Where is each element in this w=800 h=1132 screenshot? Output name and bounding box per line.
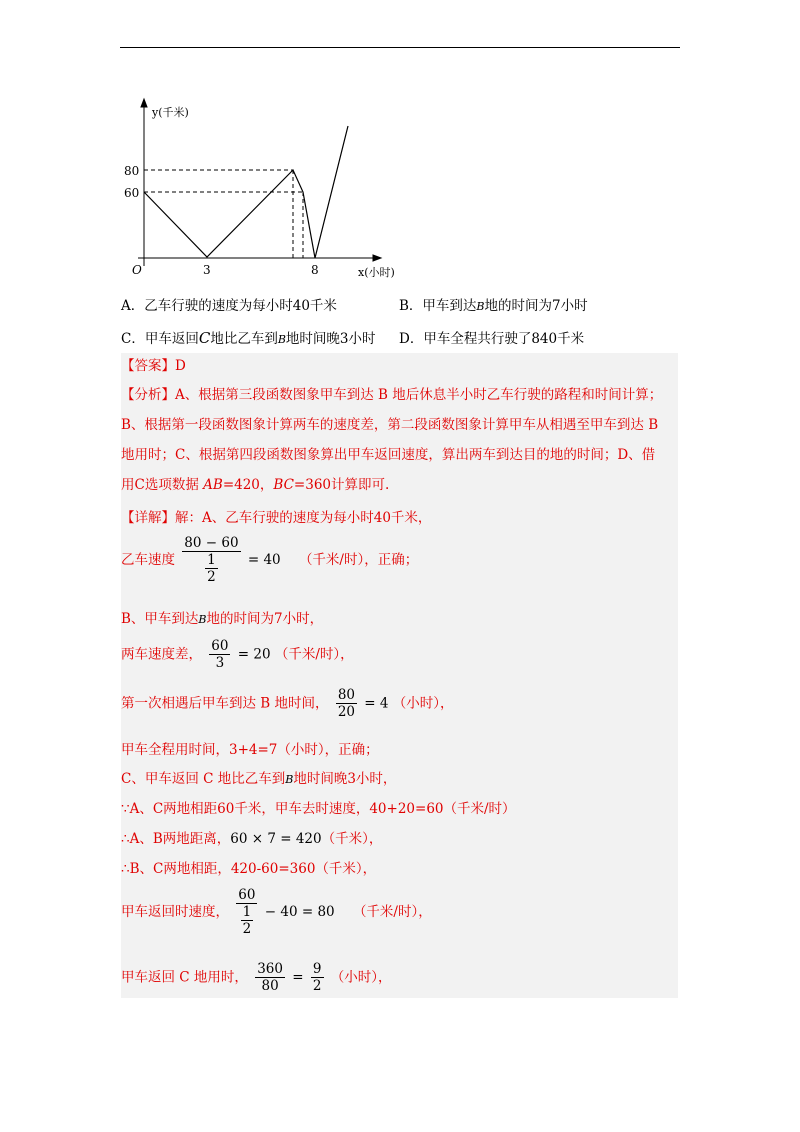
option-c: C．甲车返回C地比乙车到B地时间晚3小时 (121, 329, 376, 347)
fraction-speed: $\frac{80 - 60}{\frac{1}{2}}$ (184, 535, 239, 585)
answer-explanation (121, 353, 678, 998)
distance-time-graph (118, 96, 418, 282)
analysis-line-4: 用C选项数据 AB=420，BC=360计算即可. (121, 477, 390, 493)
b-line: B、甲车到达B地的时间为7小时， (121, 611, 324, 627)
total-time-line: 甲车全程用时间，3+4=7（小时），正确； (121, 742, 379, 758)
c-line: C、甲车返回 C 地比乙车到B地时间晚3小时， (121, 771, 397, 787)
meet-formula: 第一次相遇后甲车到达 B 地时间， $\frac{80}{20}$ = 4 （小时）， (121, 687, 454, 720)
choice-options (121, 296, 691, 360)
fraction-diff: $\frac{60}{3}$ (211, 638, 229, 671)
fraction-return-c: $\frac{360}{80}$ (257, 961, 283, 994)
analysis-line-1: 【分析】A、根据第三段函数图象甲车到达 B 地后休息半小时乙车行驶的路程和时间计算； (121, 387, 663, 403)
return-c-formula: 甲车返回 C 地用时， $\frac{360}{80}$ = $\frac{9}{2}$ （小时）， (121, 961, 392, 994)
detail-line-1: 【详解】解：A、乙车行驶的速度为每小时40千米， (121, 510, 432, 526)
return-speed-formula: 甲车返回时速度， $\frac{60}{\frac{1}{2}}$ − 40 = 80 （千米/时）， (121, 887, 432, 937)
therefore-ab-line: ∴A、B两地距离，60 × 7 = 420（千米）， (121, 831, 383, 847)
y-axis-arrow (141, 99, 147, 107)
y-tick-80: 80 (124, 164, 140, 178)
header-rule (120, 47, 680, 48)
analysis-line-2: B、根据第一段函数图象计算两车的速度差，第二段函数图象计算甲车从相遇至甲车到达 B (121, 417, 659, 433)
diff-formula: 两车速度差， $\frac{60}{3}$ = 20 （千米/时）， (121, 638, 354, 671)
option-a: A．乙车行驶的速度为每小时40千米 (121, 298, 337, 314)
fraction-nine-halves: $\frac{9}{2}$ (312, 961, 322, 994)
option-b: B．甲车到达B地的时间为7小时 (399, 298, 588, 314)
origin-label: O (132, 263, 142, 277)
y-tick-60: 60 (124, 186, 140, 200)
therefore-bc-line: ∴B、C两地相距，420-60=360（千米）， (121, 861, 377, 877)
y-axis-label: y(千米) (152, 106, 189, 119)
option-d: D．甲车全程共行驶了840千米 (399, 331, 585, 347)
answer-line: 【答案】D (121, 358, 186, 374)
analysis-line-3: 地用时；C、根据第四段函数图象算出甲车返回速度，算出两车到达目的地的时间；D、借 (121, 447, 656, 463)
x-axis-arrow (373, 255, 381, 261)
fraction-return: $\frac{60}{\frac{1}{2}}$ (238, 887, 256, 937)
because-line: ∵A、C两地相距60千米，甲车去时速度，40+20=60（千米/时） (121, 801, 516, 817)
x-tick-8: 8 (311, 263, 319, 277)
fraction-meet: $\frac{80}{20}$ (337, 687, 355, 720)
speed-formula: 乙车速度 $\frac{80 - 60}{\frac{1}{2}}$ = 40 （千米/时），正确； (121, 535, 419, 585)
x-axis-label: x(小时) (358, 266, 395, 279)
x-tick-3: 3 (203, 263, 211, 277)
